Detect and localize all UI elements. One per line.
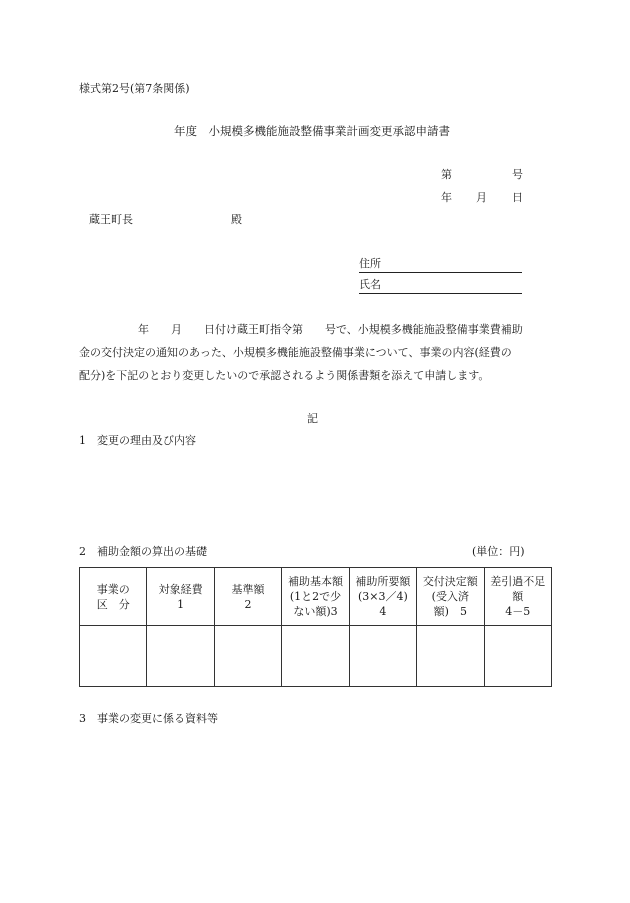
table-header-row bbox=[80, 568, 552, 626]
body-line-1: 年 月 日付け蔵王町指令第 号で、小規模多機能施設整備事業費補助 bbox=[138, 323, 523, 336]
doc-number-dai: 第 bbox=[441, 168, 452, 181]
table-cell bbox=[80, 626, 147, 687]
unit-label: (単位：円) bbox=[472, 545, 525, 558]
table-cell bbox=[484, 626, 551, 687]
section-2-heading: 2 補助金額の算出の基礎 bbox=[79, 545, 207, 558]
section-3-heading: 3 事業の変更に係る資料等 bbox=[79, 712, 218, 725]
ki-marker: 記 bbox=[307, 412, 318, 425]
table-cell bbox=[417, 626, 484, 687]
header-cell: 補助基本額 (1と2で少 ない額)3 bbox=[282, 568, 349, 626]
header-cell: 差引過不足 額 4－5 bbox=[484, 568, 551, 626]
subsidy-calculation-table bbox=[79, 567, 552, 687]
header-cell: 基準額 2 bbox=[214, 568, 281, 626]
document-title: 年度 小規模多機能施設整備事業計画変更承認申請書 bbox=[174, 124, 450, 138]
applicant-name-field bbox=[359, 278, 522, 294]
name-label: 氏名 bbox=[359, 278, 381, 291]
address-label: 住所 bbox=[359, 257, 381, 270]
header-cell: 対象経費 1 bbox=[147, 568, 214, 626]
table-cell bbox=[349, 626, 416, 687]
form-number: 様式第2号(第7条関係) bbox=[79, 82, 190, 95]
header-cell: 補助所要額 (3×3／4) 4 bbox=[349, 568, 416, 626]
header-cell: 交付決定額 (受入済 額) 5 bbox=[417, 568, 484, 626]
table-cell bbox=[147, 626, 214, 687]
table-cell bbox=[282, 626, 349, 687]
body-line-3: 配分)を下記のとおり変更したいので承認されるよう関係書類を添えて申請します。 bbox=[79, 369, 490, 382]
section-1-heading: 1 変更の理由及び内容 bbox=[79, 434, 196, 447]
date-day: 日 bbox=[512, 191, 523, 204]
date-year: 年 bbox=[441, 191, 452, 204]
table-row bbox=[80, 626, 552, 687]
applicant-address-field bbox=[359, 257, 522, 273]
header-cell: 事業の 区 分 bbox=[80, 568, 147, 626]
body-line-2: 金の交付決定の通知のあった、小規模多機能施設整備事業について、事業の内容(経費の bbox=[79, 346, 512, 359]
doc-number-go: 号 bbox=[512, 168, 523, 181]
addressee-name: 蔵王町長 bbox=[89, 213, 133, 226]
addressee-honorific: 殿 bbox=[231, 213, 242, 226]
date-month: 月 bbox=[476, 191, 487, 204]
table-cell bbox=[214, 626, 281, 687]
